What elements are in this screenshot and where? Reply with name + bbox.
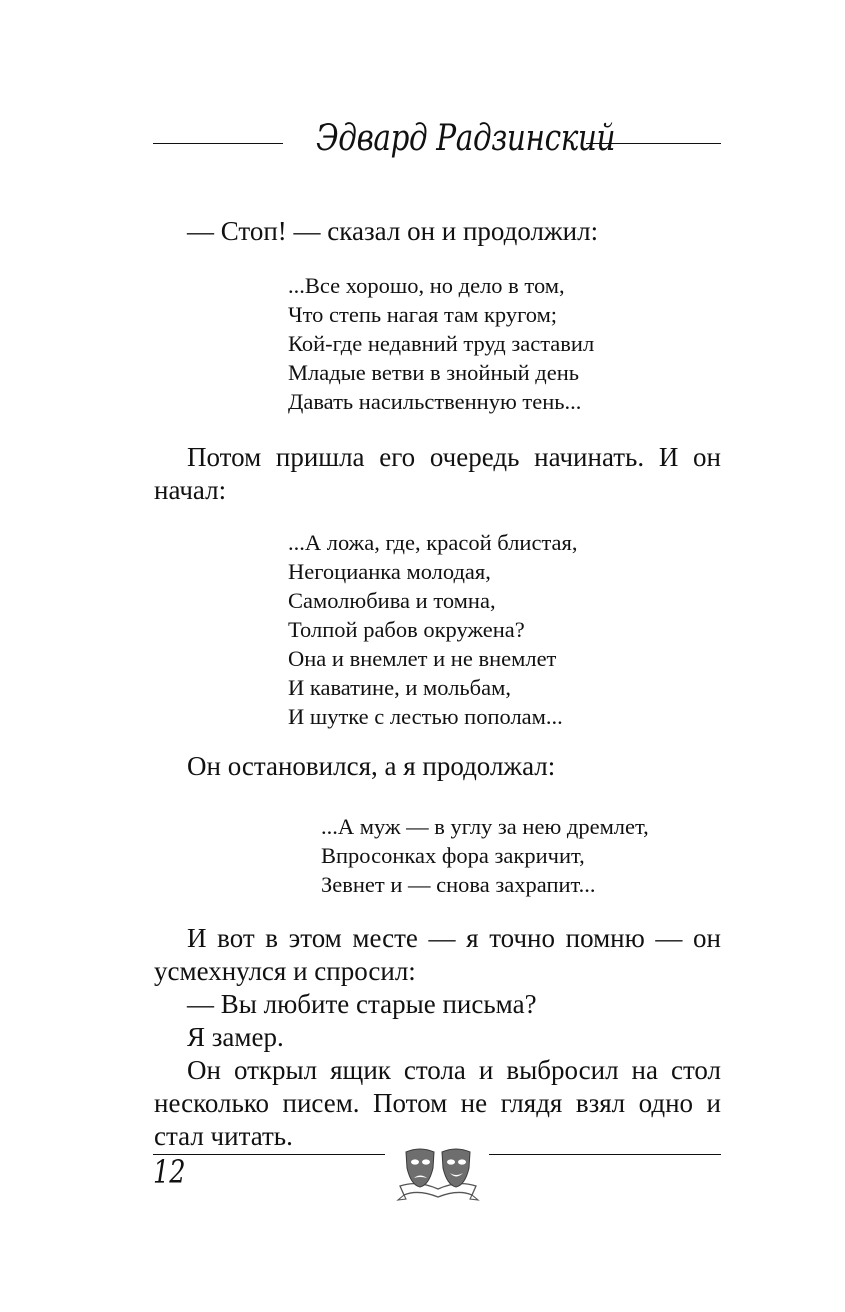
paragraph (154, 750, 721, 783)
poem-line: И каватине, и мольбам, (288, 675, 511, 700)
footer-rule-right (489, 1154, 721, 1155)
paragraph-text: Он открыл ящик стола и выбросил на стол несколько писем. Потом не глядя взял одно и стал читать. (154, 1055, 721, 1151)
running-header-author: Эдвард Радзинский (316, 118, 616, 159)
page-number: 12 (153, 1153, 186, 1191)
paragraph (154, 215, 721, 248)
poem-line: Самолюбива и томна, (288, 588, 496, 613)
paragraph-group (154, 922, 721, 1153)
poem-line: Кой-где недавний труд заставил (288, 331, 595, 356)
poem-block-3 (321, 812, 649, 899)
poem-block-2 (288, 528, 578, 731)
paragraph-text: Он остановился, а я продолжал: (187, 751, 556, 781)
poem-line: Давать насильственную тень... (288, 389, 582, 414)
poem-line: Что степь нагая там кругом; (288, 302, 558, 327)
poem-line: ...Все хорошо, но дело в том, (288, 273, 565, 298)
poem-line: ...А ложа, где, красой блистая, (288, 530, 578, 555)
paragraph-text: — Стоп! — сказал он и продолжил: (187, 216, 599, 246)
header-rule-right (586, 143, 721, 144)
paragraph-text: — Вы любите старые письма? (187, 989, 537, 1019)
poem-line: Зевнет и — снова захрапит... (321, 872, 596, 897)
poem-block-1 (288, 271, 594, 416)
theater-masks-icon (396, 1144, 480, 1211)
paragraph-text: Потом пришла его очередь начинать. И он начал: (154, 442, 721, 505)
paragraph (154, 441, 721, 507)
poem-line: Толпой рабов окружена? (288, 617, 525, 642)
poem-line: Младые ветви в знойный день (288, 360, 580, 385)
paragraph-text: Я замер. (187, 1022, 284, 1052)
poem-line: Впросонках фора закричит, (321, 843, 585, 868)
header-rule-left (153, 143, 283, 144)
poem-line: И шутке с лестью пополам... (288, 704, 563, 729)
poem-line: Она и внемлет и не внемлет (288, 646, 557, 671)
paragraph-text: И вот в этом месте — я точно помню — он усмехнулся и спросил: (154, 923, 721, 986)
poem-line: ...А муж — в углу за нею дремлет, (321, 814, 649, 839)
footer-rule-left (153, 1154, 385, 1155)
poem-line: Негоцианка молодая, (288, 559, 491, 584)
